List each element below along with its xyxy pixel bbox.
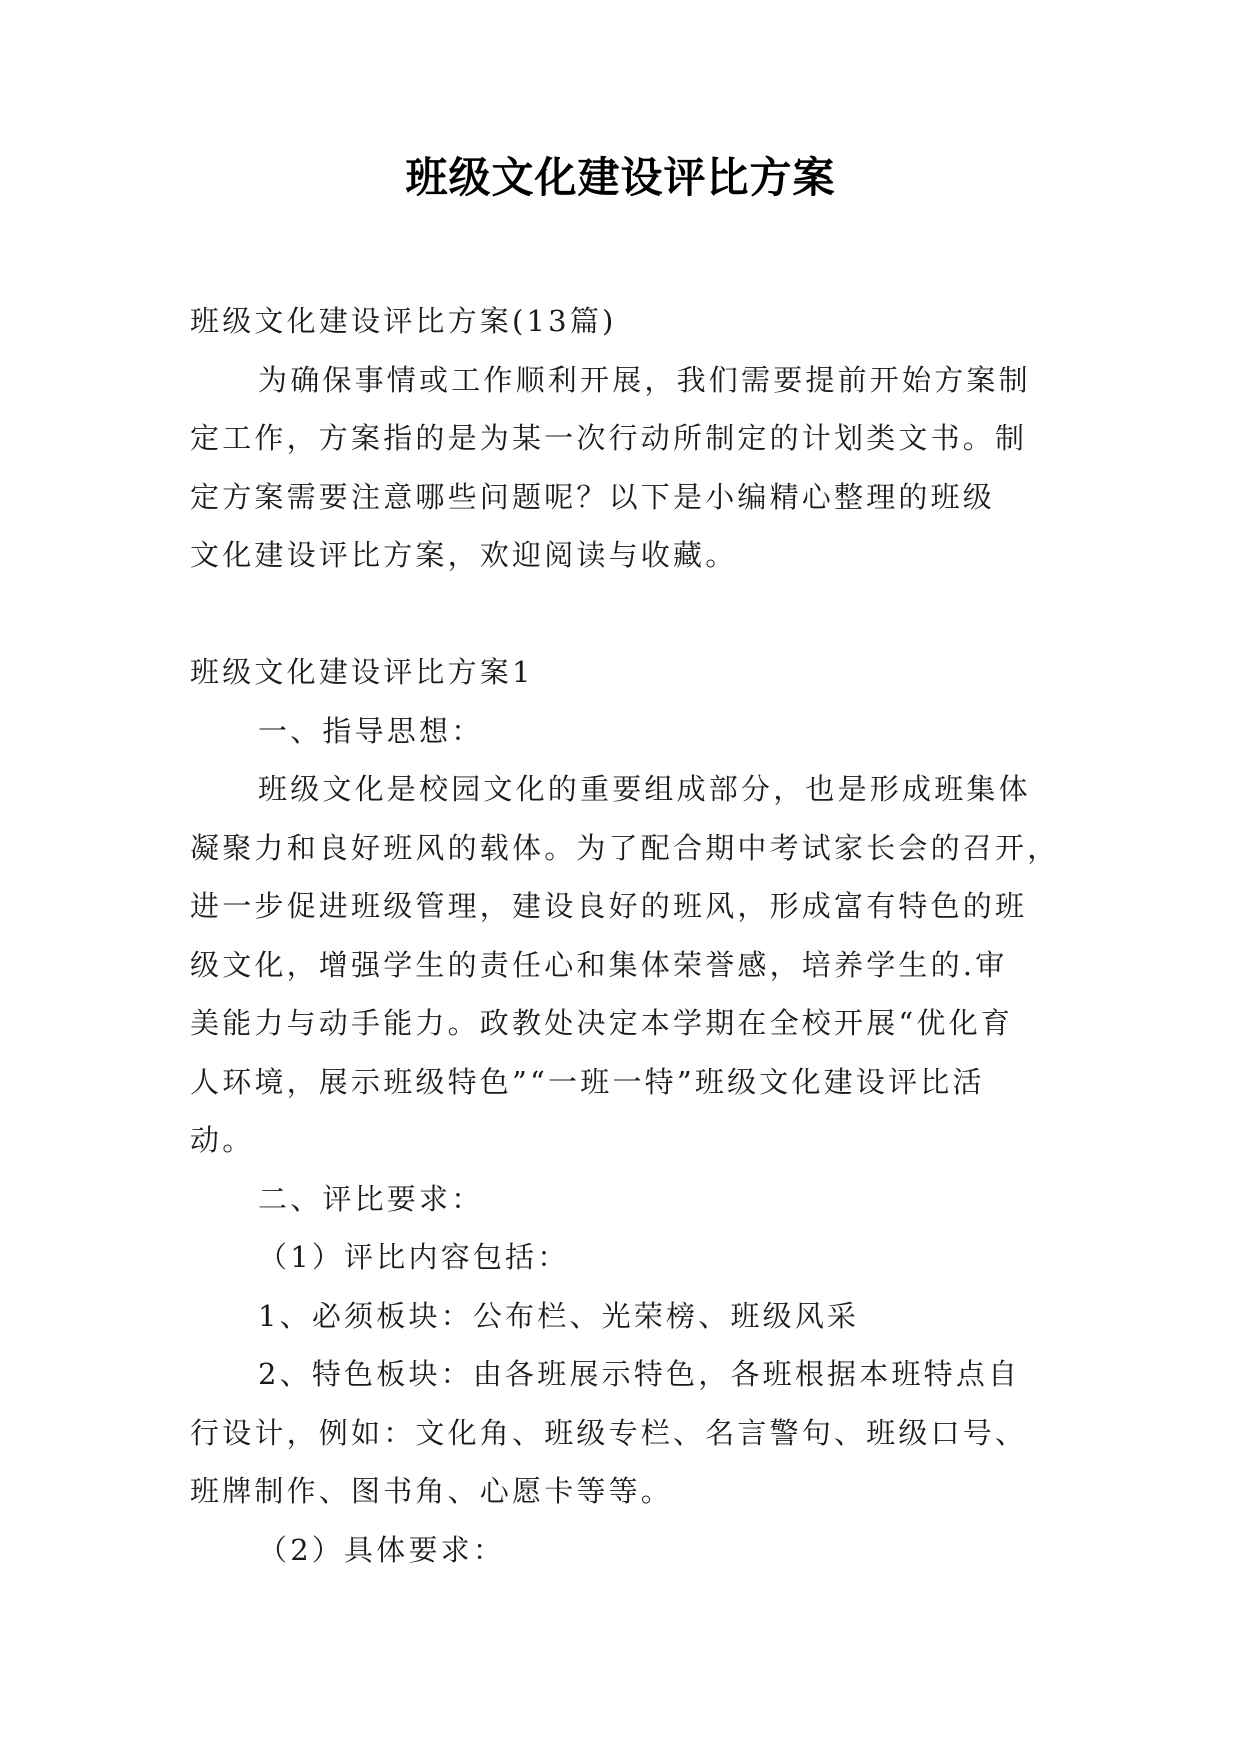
paragraph-line: 动。: [190, 1123, 255, 1157]
section-heading: 班级文化建设评比方案1: [190, 655, 534, 689]
paragraph-line: 定方案需要注意哪些问题呢？以下是小编精心整理的班级: [190, 479, 996, 514]
section-subheading: 一、指导思想：: [258, 713, 484, 748]
list-heading: （2）具体要求：: [258, 1532, 506, 1567]
paragraph-line: 文化建设评比方案，欢迎阅读与收藏。: [190, 538, 738, 572]
paragraph-line: 定工作，方案指的是为某一次行动所制定的计划类文书。制: [190, 421, 1028, 455]
paragraph-line: 美能力与动手能力。政教处决定本学期在全校开展“优化育: [190, 1006, 1014, 1040]
list-heading: （1）评比内容包括：: [258, 1240, 570, 1274]
paragraph-line: 凝聚力和良好班风的载体。为了配合期中考试家长会的召开，: [190, 830, 1060, 865]
paragraph-line: 为确保事情或工作顺利开展，我们需要提前开始方案制: [258, 362, 1031, 397]
paragraph-line: 进一步促进班级管理，建设良好的班风，形成富有特色的班: [190, 889, 1028, 923]
subtitle-line: 班级文化建设评比方案(13篇): [190, 304, 617, 338]
paragraph-line: 级文化，增强学生的责任心和集体荣誉感，培养学生的.审: [190, 947, 1008, 982]
document-title: 班级文化建设评比方案: [405, 153, 836, 202]
section-subheading: 二、评比要求：: [258, 1181, 484, 1216]
list-item: 1、必须板块：公布栏、光荣榜、班级风采: [258, 1298, 860, 1333]
list-item: 2、特色板块：由各班展示特色，各班根据本班特点自: [258, 1357, 1021, 1391]
paragraph-gap: [190, 585, 1070, 644]
paragraph-line: 行设计，例如：文化角、班级专栏、名言警句、班级口号、: [190, 1415, 1028, 1450]
paragraph-line: 人环境，展示班级特色”“一班一特”班级文化建设评比活: [190, 1064, 985, 1099]
document-body: [190, 292, 1070, 1579]
paragraph-line: 班牌制作、图书角、心愿卡等等。: [190, 1474, 674, 1508]
paragraph-line: 班级文化是校园文化的重要组成部分，也是形成班集体: [258, 772, 1031, 806]
